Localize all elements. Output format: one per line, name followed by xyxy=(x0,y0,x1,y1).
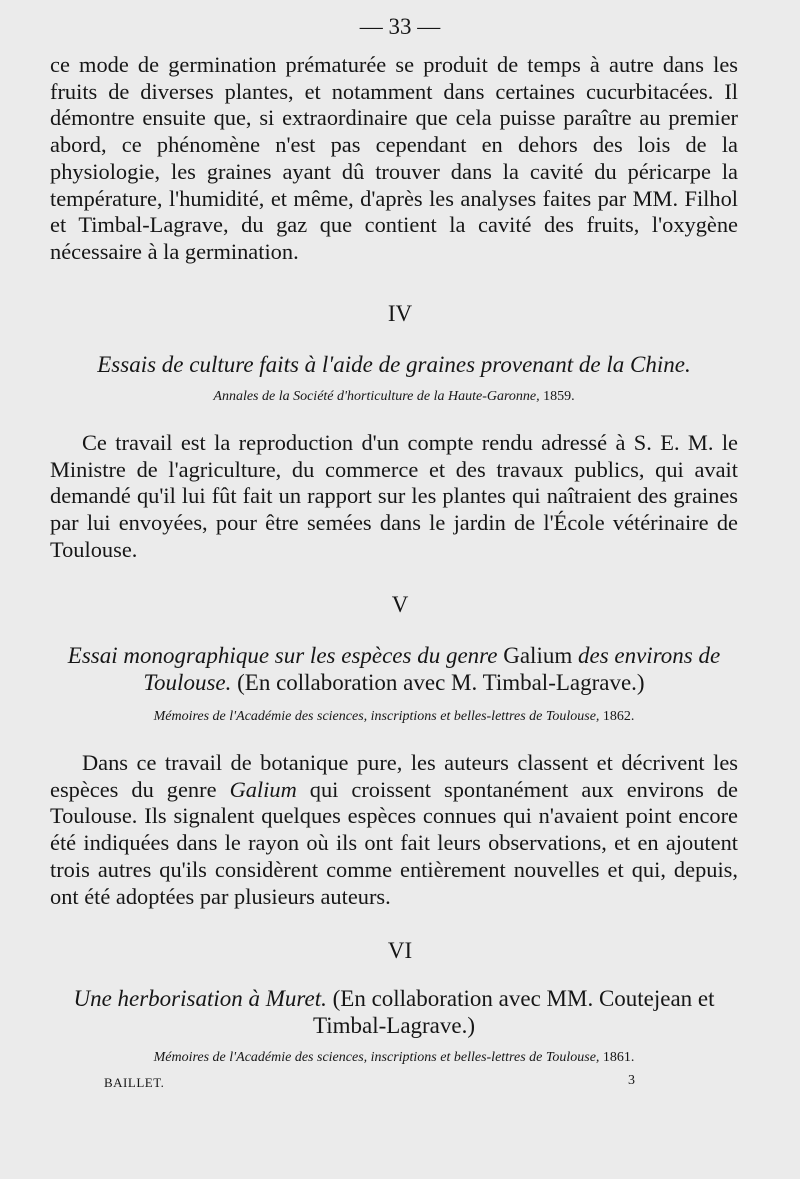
page-number: — 33 — xyxy=(359,14,441,39)
section-title-v-part1: Essai monographique sur les espèces du genre xyxy=(67,643,498,668)
intro-paragraph: ce mode de germination prématurée se produit de temps à autre dans les fruits de diverses plantes, et notamment dans certaines cucurbitacées. Il démontre ensuite que, si extraordinaire que cela puisse paraître au premier abord, ce phénomène n'est pas cependant en dehors des lois de la physiologie, les graines ayant dû trouver dans la cavité du péricarpe la température, l'humidité, et même, d'après les analyses faites par MM. Filhol et Timbal-Lagrave, du gaz que contient la cavité des fruits, l'oxygène nécessaire à la germination. xyxy=(50,52,738,264)
section-numeral-iv: IV xyxy=(387,301,413,326)
section-title-iv-text: Essais de culture faits à l'aide de graines provenant de la Chine. xyxy=(97,352,691,377)
section-title-iv xyxy=(50,351,738,378)
section-source-iv-text: Annales de la Société d'horticulture de la Haute-Garonne, xyxy=(213,389,540,404)
sheet-signature-number: 3 xyxy=(628,1073,635,1088)
section-title-v xyxy=(50,642,738,696)
section-title-v-part4: (En collaboration avec M. Timbal-Lagrave.) xyxy=(237,670,645,695)
section-source-v xyxy=(50,709,738,725)
section-source-vi-text: Mémoires de l'Académie des sciences, inscriptions et belles-lettres de Toulouse, xyxy=(153,1050,600,1065)
section-body-v-part1: Dans ce travail de botanique pure, les auteurs classent et décrivent les espèces du genre xyxy=(50,750,738,802)
section-title-v-part2: Galium xyxy=(503,643,573,668)
section-source-vi-year: 1861. xyxy=(602,1050,635,1065)
section-title-vi xyxy=(50,985,738,1039)
section-source-iv xyxy=(50,389,738,405)
printer-signature: BAILLET. xyxy=(104,1075,165,1090)
section-body-v-part2: Galium xyxy=(229,776,297,802)
section-source-iv-year: 1859. xyxy=(543,389,575,404)
section-body-v xyxy=(50,750,738,910)
section-numeral-v: V xyxy=(391,592,409,617)
section-source-v-year: 1862. xyxy=(602,709,635,724)
section-title-vi-part1: Une herborisation à Muret. xyxy=(73,986,327,1011)
section-body-v-part3: qui croissent spontanément aux environs de Toulouse. Ils signalent quelques espèces connues qui n'avaient point encore été indiquées dans le rayon où ils ont fait leurs observations, et en ajoutent trois autres qu'ils considèrent comme entièrement nouvelles et qui, depuis, ont été adoptées par plusieurs auteurs. xyxy=(50,776,738,909)
section-title-vi-part2: (En collaboration avec MM. Coutejean et Timbal-Lagrave.) xyxy=(312,986,715,1038)
section-source-vi xyxy=(50,1050,738,1066)
section-body-iv: Ce travail est la reproduction d'un compte rendu adressé à S. E. M. le Ministre de l'agriculture, du commerce et des travaux publics, qui avait demandé qu'il lui fût fait un rapport sur les plantes qui naîtraient des graines par lui envoyées, pour être semées dans le jardin de l'École vétérinaire de Toulouse. xyxy=(50,430,738,562)
section-numeral-vi: VI xyxy=(387,938,413,963)
section-source-v-text: Mémoires de l'Académie des sciences, inscriptions et belles-lettres de Toulouse, xyxy=(153,709,600,724)
section-title-v-part3: des environs de Toulouse. xyxy=(143,643,721,695)
